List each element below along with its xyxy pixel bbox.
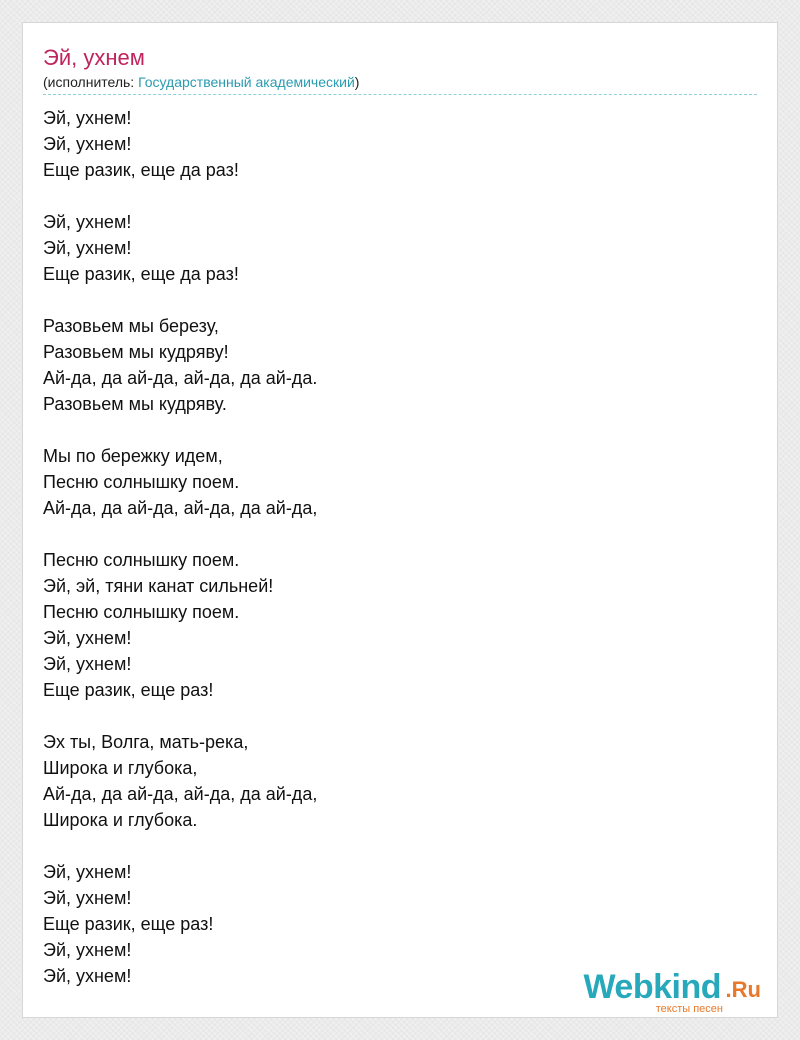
lyrics-line: Эй, ухнем!	[43, 108, 132, 128]
logo-tagline: тексты песен	[655, 1003, 723, 1015]
lyrics-line: Эх ты, Волга, мать-река,	[43, 732, 249, 752]
lyrics-line: Еще разик, еще раз!	[43, 680, 214, 700]
webkind-logo[interactable]	[571, 969, 771, 1015]
performer-link[interactable]: Государственный академический	[138, 74, 355, 90]
lyrics-line: Ай-да, да ай-да, ай-да, да ай-да,	[43, 784, 318, 804]
lyrics-line: Эй, ухнем!	[43, 654, 132, 674]
lyrics-line: Эй, ухнем!	[43, 888, 132, 908]
lyrics-line: Еще разик, еще да раз!	[43, 160, 239, 180]
performer-line	[43, 74, 359, 90]
lyrics-line: Еще разик, еще да раз!	[43, 264, 239, 284]
lyrics-line: Эй, ухнем!	[43, 862, 132, 882]
lyrics-line: Эй, ухнем!	[43, 628, 132, 648]
lyrics-stanza	[43, 313, 317, 417]
lyrics-line: Широка и глубока,	[43, 758, 198, 778]
lyrics-line: Эй, ухнем!	[43, 134, 132, 154]
song-title: Эй, ухнем	[43, 45, 145, 70]
lyrics-line: Ай-да, да ай-да, ай-да, да ай-да,	[43, 498, 318, 518]
lyrics-line: Песню солнышку поем.	[43, 472, 240, 492]
lyrics-stanza	[43, 443, 317, 521]
lyrics-stanza	[43, 209, 317, 287]
logo-domain-suffix: .Ru	[725, 977, 761, 1002]
lyrics-line: Эй, ухнем!	[43, 238, 132, 258]
lyrics-card	[22, 22, 778, 1018]
lyrics-line: Широка и глубока.	[43, 810, 198, 830]
lyrics-line: Эй, ухнем!	[43, 940, 132, 960]
lyrics-line: Разовьем мы березу,	[43, 316, 219, 336]
lyrics-text	[43, 105, 317, 1015]
lyrics-line: Песню солнышку поем.	[43, 550, 240, 570]
lyrics-stanza	[43, 105, 317, 183]
lyrics-line: Еще разик, еще раз!	[43, 914, 214, 934]
lyrics-stanza	[43, 729, 317, 833]
performer-suffix: )	[354, 74, 360, 90]
lyrics-line: Эй, эй, тяни канат сильней!	[43, 576, 274, 596]
lyrics-line: Эй, ухнем!	[43, 212, 132, 232]
lyrics-line: Разовьем мы кудряву.	[43, 394, 227, 414]
lyrics-line: Разовьем мы кудряву!	[43, 342, 229, 362]
title-divider	[43, 94, 757, 95]
performer-prefix: (исполнитель:	[43, 74, 139, 90]
lyrics-line: Эй, ухнем!	[43, 966, 132, 986]
lyrics-stanza	[43, 547, 317, 703]
lyrics-line: Ай-да, да ай-да, ай-да, да ай-да.	[43, 368, 318, 388]
lyrics-line: Мы по бережку идем,	[43, 446, 223, 466]
logo-wordmark: Webkind	[583, 968, 721, 1006]
lyrics-stanza	[43, 859, 317, 989]
lyrics-line: Песню солнышку поем.	[43, 602, 240, 622]
